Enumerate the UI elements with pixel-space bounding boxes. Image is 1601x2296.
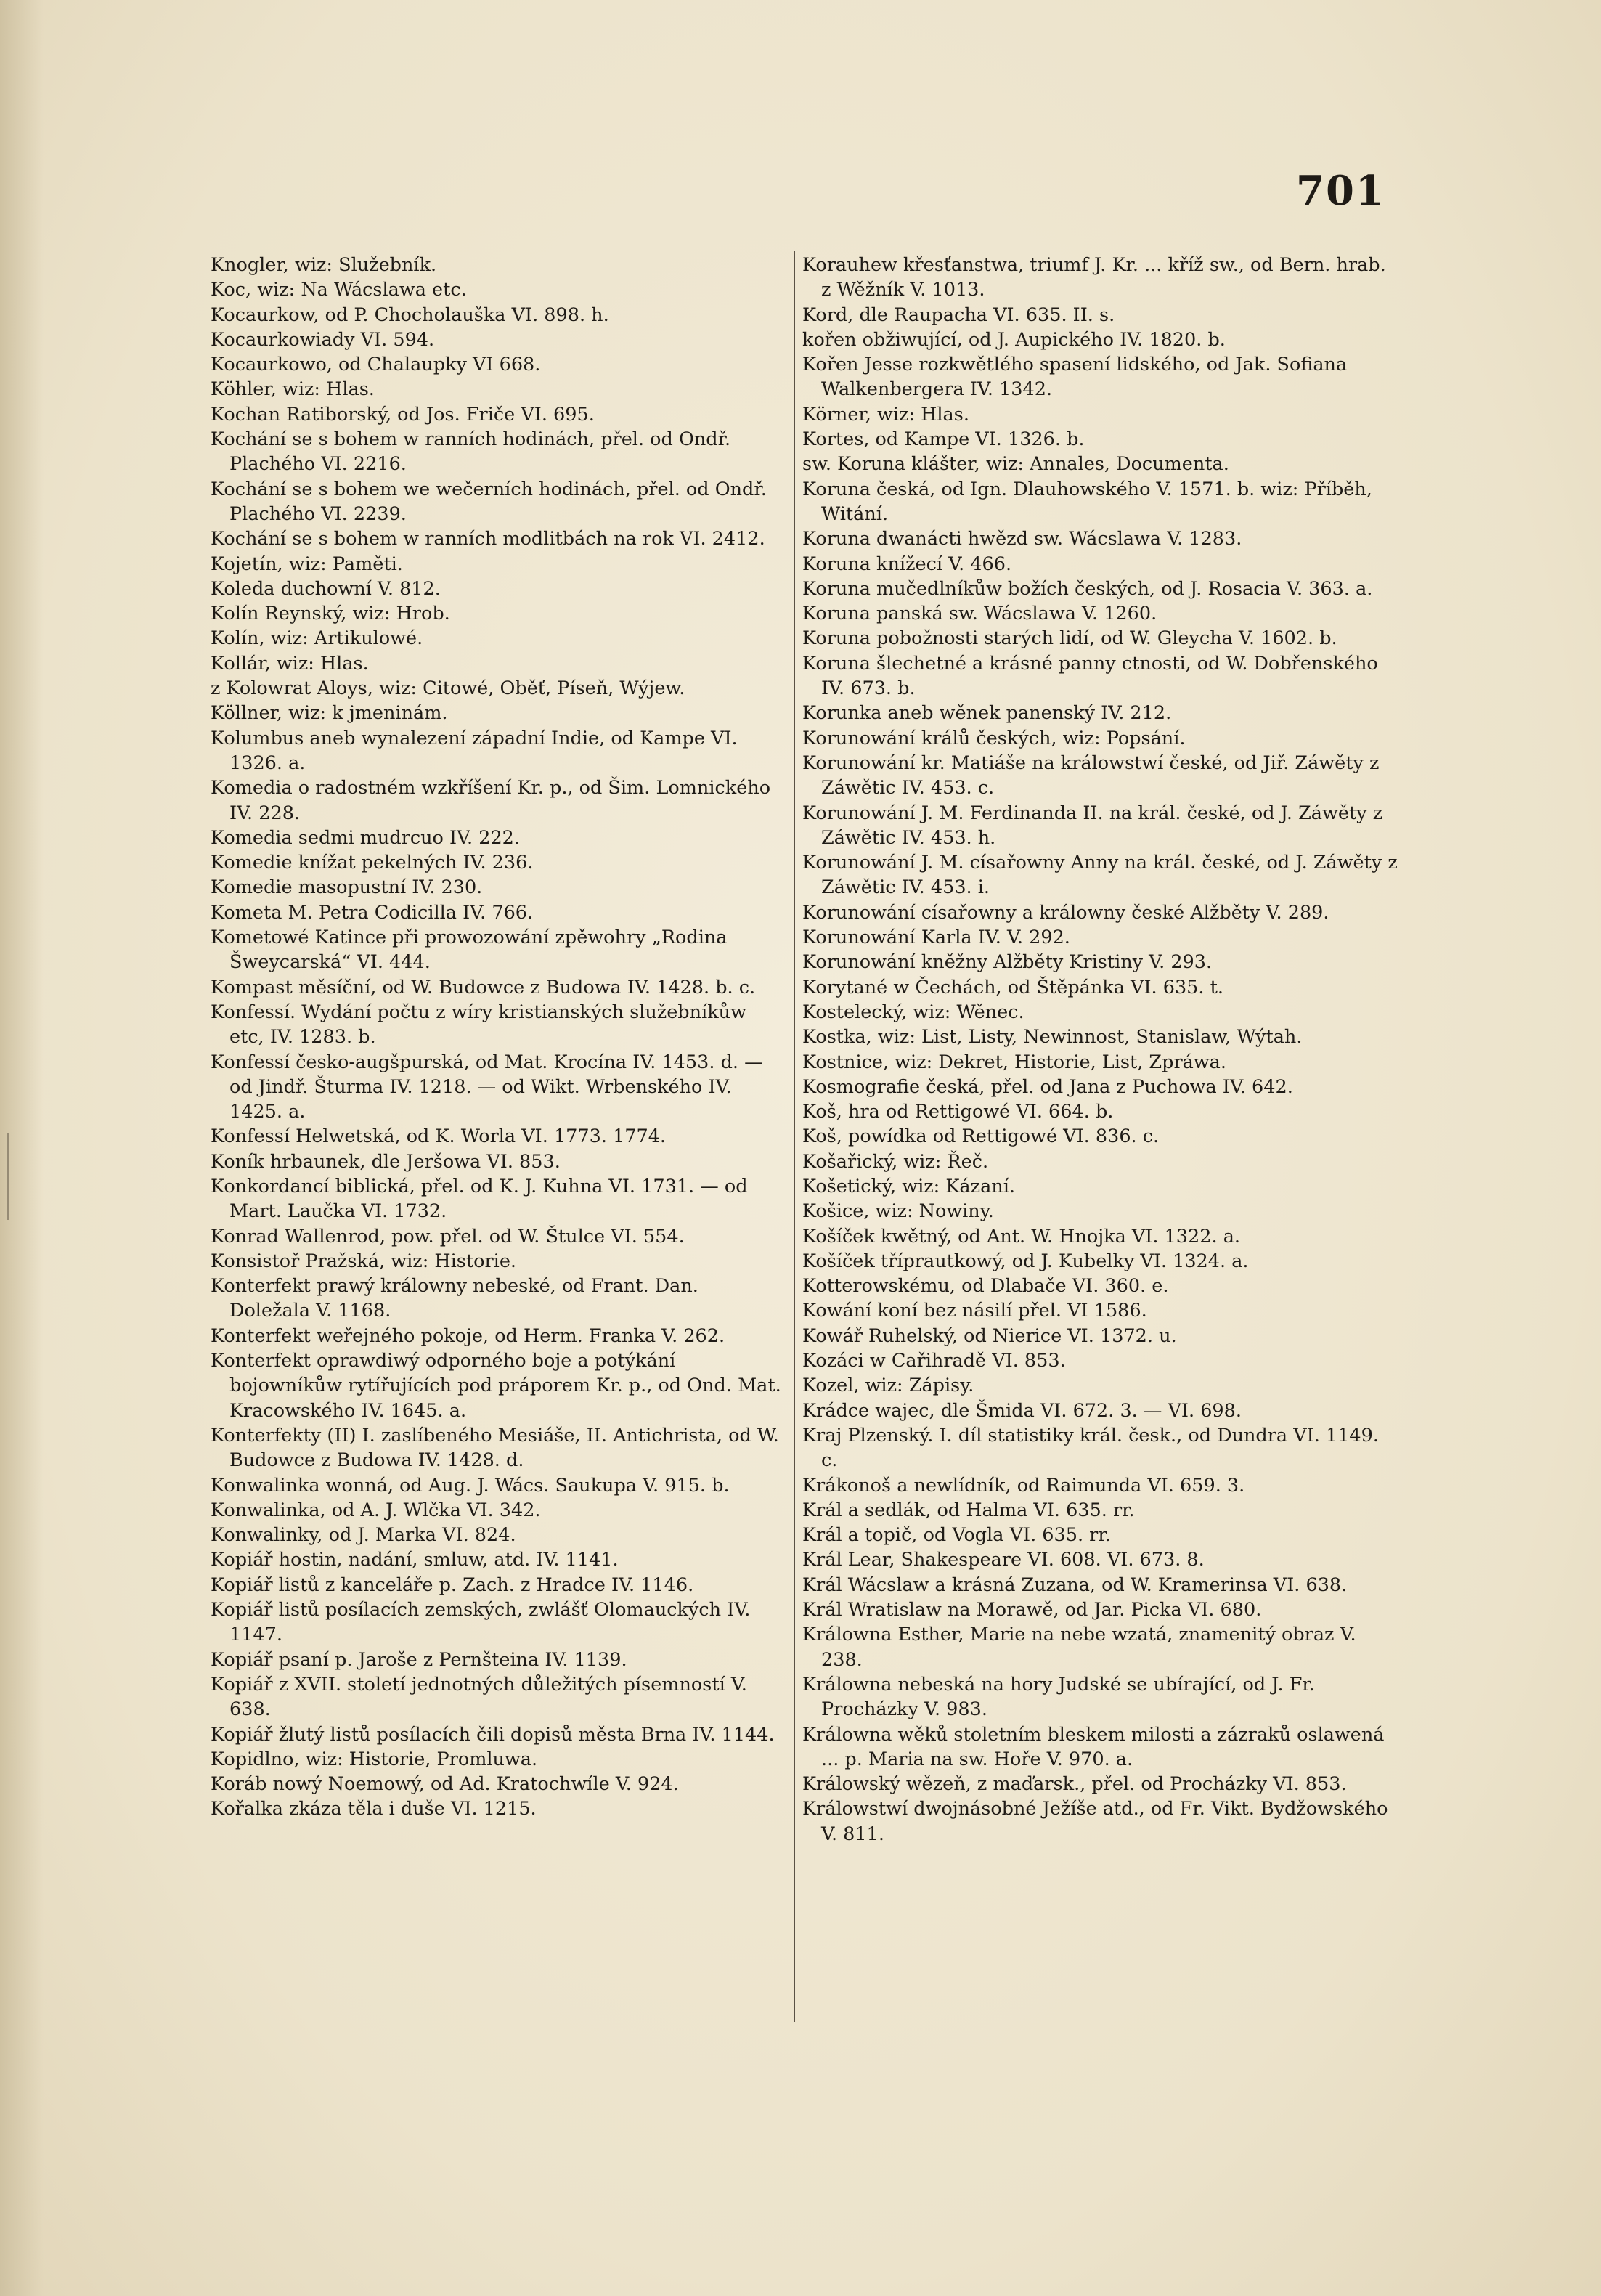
index-entry: Konterfekt oprawdiwý odporného boje a potýkání bojowníkůw rytířujících pod práporem Kr. p., od Ond. Mat. Kracowského IV. 1645. a. (211, 1350, 781, 1422)
index-entry: Kostka, wiz: List, Listy, Newinnost, Stanislaw, Wýtah. (802, 1026, 1303, 1049)
index-entry: Koráb nowý Noemowý, od Ad. Kratochwíle V. 924. (211, 1773, 679, 1796)
index-entry: Komedia o radostném wzkříšení Kr. p., od Šim. Lomnického IV. 228. (211, 777, 771, 824)
index-entry: Konfessí Helwetská, od K. Worla VI. 1773. 1774. (211, 1125, 667, 1148)
index-entry: Köhler, wiz: Hlas. (211, 378, 375, 401)
index-entry: Košíček kwětný, od Ant. W. Hnojka VI. 1322. a. (802, 1225, 1240, 1247)
index-entry: Kostelecký, wiz: Wěnec. (802, 1001, 1024, 1023)
index-entry: Kopiář žlutý listů posílacích čili dopisů města Brna IV. 1144. (211, 1723, 775, 1746)
index-entry: Koš, powídka od Rettigowé VI. 836. c. (802, 1125, 1160, 1148)
index-entry: Kocaurkowo, od Chalaupky VI 668. (211, 354, 541, 376)
index-entry: Konfessí. Wydání počtu z wíry kristianských služebníkůw etc, IV. 1283. b. (211, 1001, 746, 1049)
page-number: 701 (1296, 167, 1385, 215)
index-entry: Korunowání Karla IV. V. 292. (802, 927, 1070, 949)
index-entry: Králowna Esther, Marie na nebe wzatá, znamenitý obraz V. 238. (802, 1624, 1356, 1671)
binding-shadow (0, 0, 44, 2296)
index-entry: Kopiář listů posílacích zemských, zwlášť Olomauckých IV. 1147. (211, 1599, 751, 1646)
index-entry: Kojetín, wiz: Paměti. (211, 553, 403, 575)
index-entry: Koruna česká, od Ign. Dlauhowského V. 1571. b. wiz: Příběh, Witání. (802, 478, 1372, 525)
index-entry: Komedia sedmi mudrcuo IV. 222. (211, 826, 521, 849)
index-entry: Košařický, wiz: Řeč. (802, 1150, 989, 1173)
index-entry: Korunka aneb wěnek panenský IV. 212. (802, 702, 1172, 725)
index-entry: Koš, hra od Rettigowé VI. 664. b. (802, 1101, 1114, 1123)
index-entry: Korytané w Čechách, od Štěpánka VI. 635. t. (802, 976, 1223, 998)
index-entry: Konwalinka wonná, od Aug. J. Wács. Saukupa V. 915. b. (211, 1474, 730, 1497)
index-entry: Kochání se s bohem w ranních modlitbách na rok VI. 2412. (211, 528, 765, 550)
index-entry: Kochání se s bohem w ranních hodinách, přel. od Ondř. Plachého VI. 2216. (211, 428, 731, 476)
index-entry: sw. Koruna klášter, wiz: Annales, Documenta. (802, 453, 1229, 476)
index-entry: kořen obžiwující, od J. Aupického IV. 1820. b. (802, 328, 1226, 351)
index-entry: Kometa M. Petra Codicilla IV. 766. (211, 901, 534, 924)
index-entry: Kowání koní bez násilí přel. VI 1586. (802, 1300, 1147, 1322)
index-entry: Košíček tříprautkowý, od J. Kubelky VI. 1324. a. (802, 1250, 1249, 1272)
index-entry: Koruna panská sw. Wácslawa V. 1260. (802, 603, 1157, 625)
index-entry: Koleda duchowní V. 812. (211, 577, 441, 600)
index-entry: Korunowání císařowny a králowny české Alžběty V. 289. (802, 901, 1329, 924)
index-entry: Konterfekty (II) I. zaslíbeného Mesiáše, II. Antichrista, od W. Budowce z Budowa IV. 1428. d. (211, 1424, 779, 1472)
index-entry: Kopidlno, wiz: Historie, Promluwa. (211, 1748, 538, 1770)
index-entry: Krákonoš a newlídník, od Raimunda VI. 659. 3. (802, 1474, 1245, 1497)
index-entry: Kostnice, wiz: Dekret, Historie, List, Zpráwa. (802, 1051, 1226, 1073)
index-entry: Komedie masopustní IV. 230. (211, 876, 483, 899)
margin-mark (7, 1133, 9, 1220)
index-entry: Kord, dle Raupacha VI. 635. II. s. (802, 304, 1115, 326)
index-entry: Konterfekt prawý králowny nebeské, od Frant. Dan. Doležala V. 1168. (211, 1275, 698, 1322)
index-entry: Králowstwí dwojnásobné Ježíše atd., od Fr. Vikt. Bydžowského V. 811. (802, 1798, 1388, 1845)
index-entry: Korauhew křesťanstwa, triumf J. Kr. ... kříž sw., od Bern. hrab. z Wěžník V. 1013. (802, 254, 1386, 301)
index-entry: Konwalinka, od A. J. Wlčka VI. 342. (211, 1499, 541, 1521)
index-entry: Kollár, wiz: Hlas. (211, 652, 369, 675)
index-entry: Košetický, wiz: Kázaní. (802, 1175, 1015, 1197)
index-entry: Korunowání kr. Matiáše na králowstwí české, od Jiř. Záwěty z Záwětic IV. 453. c. (802, 752, 1380, 799)
index-entry: Králowna wěků stoletním bleskem milosti a zázraků oslawená ... p. Maria na sw. Hoře V. 970. a. (802, 1723, 1385, 1770)
index-entry: Köllner, wiz: k jmeninám. (211, 702, 448, 725)
index-entry: Král Wácslaw a krásná Zuzana, od W. Kramerinsa VI. 638. (802, 1574, 1348, 1596)
index-entry: Korunowání J. M. císařowny Anny na král. české, od J. Záwěty z Záwětic IV. 453. i. (802, 852, 1398, 899)
index-entry: Kraj Plzenský. I. díl statistiky král. česk., od Dundra VI. 1149. c. (802, 1424, 1379, 1472)
index-entry: Kochan Ratiborský, od Jos. Friče VI. 695. (211, 403, 595, 426)
index-entry: Král Lear, Shakespeare VI. 608. VI. 673. 8. (802, 1549, 1205, 1571)
index-entry: Konrad Wallenrod, pow. přel. od W. Štulce VI. 554. (211, 1225, 685, 1247)
index-entry: Kolín Reynský, wiz: Hrob. (211, 603, 450, 625)
index-entry: Konfessí česko-augšpurská, od Mat. Krocína IV. 1453. d. — od Jindř. Šturma IV. 1218. — od Wikt. Wrbenského IV. 1425. a. (211, 1051, 763, 1123)
index-entry: Kozáci w Cařihradě VI. 853. (802, 1350, 1066, 1372)
index-entry: Králowna nebeská na hory Judské se ubírající, od J. Fr. Procházky V. 983. (802, 1673, 1315, 1721)
index-entry: Králowský wězeň, z maďarsk., přel. od Procházky VI. 853. (802, 1773, 1347, 1796)
index-entry: Král Wratislaw na Morawě, od Jar. Picka VI. 680. (802, 1599, 1262, 1621)
column-divider (794, 251, 795, 2022)
index-entry: Kocaurkow, od P. Chocholauška VI. 898. h. (211, 304, 609, 326)
index-entry: Koník hrbaunek, dle Jeršowa VI. 853. (211, 1150, 561, 1173)
index-entry: Kompast měsíční, od W. Budowce z Budowa IV. 1428. b. c. (211, 976, 756, 998)
index-entry: Korunowání králů českých, wiz: Popsání. (802, 727, 1186, 749)
index-entry: Král a topič, od Vogla VI. 635. rr. (802, 1524, 1111, 1547)
index-entry: Korunowání kněžny Alžběty Kristiny V. 293. (802, 951, 1213, 974)
index-entry: Krádce wajec, dle Šmida VI. 672. 3. — VI. 698. (802, 1399, 1242, 1422)
index-entry: Kowář Ruhelský, od Nierice VI. 1372. u. (802, 1324, 1177, 1347)
index-entry: Kopiář psaní p. Jaroše z Pernšteina IV. 1139. (211, 1648, 627, 1671)
right-column (802, 253, 1398, 1847)
index-entry: Koruna pobožnosti starých lidí, od W. Gleycha V. 1602. b. (802, 627, 1337, 650)
index-entry: Koruna šlechetné a krásné panny ctnosti, od W. Dobřenského IV. 673. b. (802, 652, 1378, 700)
index-entry: Konwalinky, od J. Marka VI. 824. (211, 1524, 516, 1547)
index-entry: Komedie knížat pekelných IV. 236. (211, 852, 534, 874)
index-entry: Konsistoř Pražská, wiz: Historie. (211, 1250, 517, 1272)
index-entry: Kocaurkowiady VI. 594. (211, 328, 435, 351)
index-entry: Kopiář z XVII. století jednotných důležitých písemností V. 638. (211, 1673, 747, 1721)
index-entry: Korunowání J. M. Ferdinanda II. na král. české, od J. Záwěty z Záwětic IV. 453. h. (802, 802, 1383, 849)
index-entry: Kořalka zkáza těla i duše VI. 1215. (211, 1798, 537, 1820)
index-entry: Koruna knížecí V. 466. (802, 553, 1012, 575)
index-entry: Kopiář hostin, nadání, smluw, atd. IV. 1141. (211, 1549, 619, 1571)
index-entry: Konkordancí biblická, přel. od K. J. Kuhna VI. 1731. — od Mart. Laučka VI. 1732. (211, 1175, 748, 1223)
index-entry: Koruna mučedlníkůw božích českých, od J. Rosacia V. 363. a. (802, 577, 1373, 600)
index-entry: Kozel, wiz: Zápisy. (802, 1375, 974, 1397)
index-entry: Koc, wiz: Na Wácslawa etc. (211, 279, 467, 301)
index-entry: Körner, wiz: Hlas. (802, 403, 969, 426)
index-entry: Kopiář listů z kanceláře p. Zach. z Hradce IV. 1146. (211, 1574, 694, 1596)
index-entry: Koruna dwanácti hwězd sw. Wácslawa V. 1283. (802, 528, 1242, 550)
index-entry: z Kolowrat Aloys, wiz: Citowé, Oběť, Píseň, Wýjew. (211, 677, 685, 700)
index-entry: Kotterowskému, od Dlabače VI. 360. e. (802, 1275, 1169, 1298)
index-entry: Kortes, od Kampe VI. 1326. b. (802, 428, 1085, 451)
index-entry: Konterfekt weřejného pokoje, od Herm. Franka V. 262. (211, 1324, 725, 1347)
index-entry: Kolumbus aneb wynalezení západní Indie, od Kampe VI. 1326. a. (211, 727, 738, 774)
index-entry: Král a sedlák, od Halma VI. 635. rr. (802, 1499, 1135, 1521)
index-entry: Košice, wiz: Nowiny. (802, 1200, 994, 1223)
index-entry: Kochání se s bohem we wečerních hodinách, přel. od Ondř. Plachého VI. 2239. (211, 478, 767, 525)
index-entry: Kosmografie česká, přel. od Jana z Puchowa IV. 642. (802, 1075, 1293, 1098)
index-entry: Knogler, wiz: Služebník. (211, 254, 437, 276)
index-entry: Kolín, wiz: Artikulowé. (211, 627, 423, 650)
left-column (211, 253, 784, 1822)
index-entry: Kometowé Katince při prowozowání zpěwohry „Rodina Šweycarská“ VI. 444. (211, 927, 728, 974)
index-entry: Kořen Jesse rozkwětlého spasení lidského, od Jak. Sofiana Walkenbergera IV. 1342. (802, 354, 1348, 401)
